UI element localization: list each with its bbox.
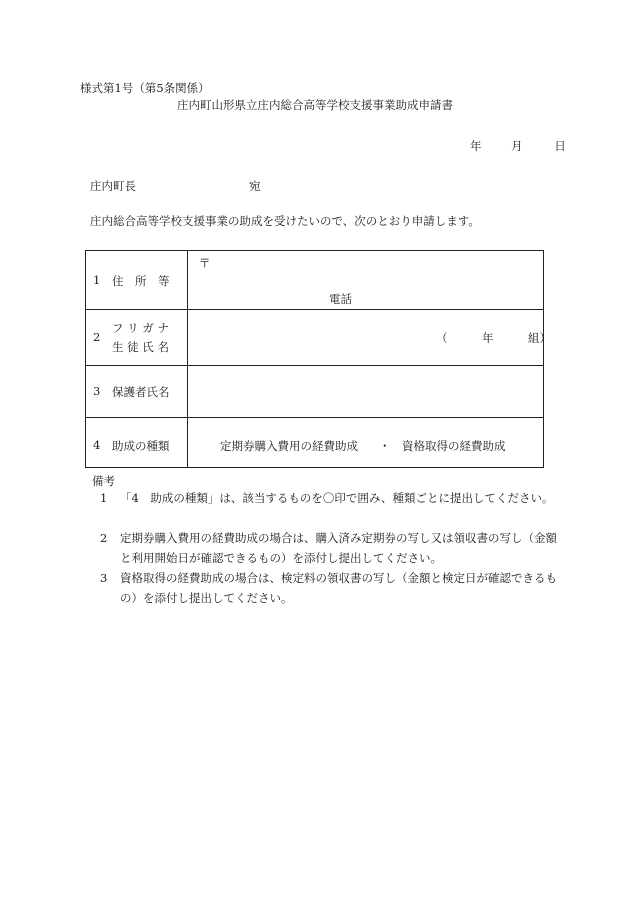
- subsidy-option-qualification: 資格取得の経費助成: [402, 439, 506, 453]
- phone-label: 電話: [329, 292, 352, 306]
- subsidy-option-separator: ・: [379, 439, 391, 453]
- row-number: 3: [93, 384, 101, 398]
- subsidy-option-commuter-pass: 定期券購入費用の経費助成: [220, 439, 358, 453]
- form-number: 様式第1号（第5条関係）: [80, 81, 210, 95]
- document-title: 庄内町山形県立庄内総合高等学校支援事業助成申請書: [177, 98, 453, 112]
- guardian-name-label: 保護者氏名: [112, 385, 170, 399]
- application-form-table: [85, 250, 551, 468]
- notes-heading: 備考: [92, 474, 115, 488]
- recipient-suffix: 宛: [249, 179, 261, 193]
- row-number: 4: [93, 438, 101, 452]
- subsidy-type-label: 助成の種類: [112, 439, 170, 453]
- intro-text: 庄内総合高等学校支援事業の助成を受けたいので、次のとおり申請します。: [90, 214, 480, 228]
- address-label: 住 所 等: [112, 274, 170, 288]
- table-row-address: [86, 251, 543, 309]
- note-text: 定期券購入費用の経費助成の場合は、購入済み定期券の写し又は領収書の写し（金額と利用開始日が確認できるもの）を添付し提出してください。: [120, 531, 557, 565]
- table-row-guardian: [86, 365, 543, 417]
- date-line: [470, 138, 566, 154]
- note-item: [100, 568, 560, 608]
- row-number: 1: [93, 273, 101, 287]
- table-row-student-name: [86, 309, 551, 365]
- grade-class-field: （ 年 組）: [436, 331, 551, 345]
- furigana-label: フ リ ガ ナ: [112, 321, 169, 335]
- row-number: 2: [93, 330, 101, 344]
- note-number: 2: [100, 531, 108, 545]
- note-item: [100, 488, 560, 528]
- note-item: [100, 528, 560, 568]
- note-number: 1: [100, 491, 108, 505]
- year-unit: 年: [470, 139, 482, 153]
- day-unit: 日: [554, 139, 566, 153]
- note-text: 資格取得の経費助成の場合は、検定料の領収書の写し（金額と検定日が確認できるもの）を添付し提出してください。: [120, 571, 557, 605]
- recipient-name: 庄内町長: [90, 179, 136, 193]
- month-unit: 月: [511, 139, 523, 153]
- student-name-label: 生 徒 氏 名: [112, 340, 169, 354]
- table-row-subsidy-type: [86, 417, 543, 468]
- note-text: 「4 助成の種類」は、該当するものを〇印で囲み、種類ごとに提出してください。: [120, 491, 554, 505]
- note-number: 3: [100, 571, 108, 585]
- postal-mark: 〒: [199, 256, 211, 270]
